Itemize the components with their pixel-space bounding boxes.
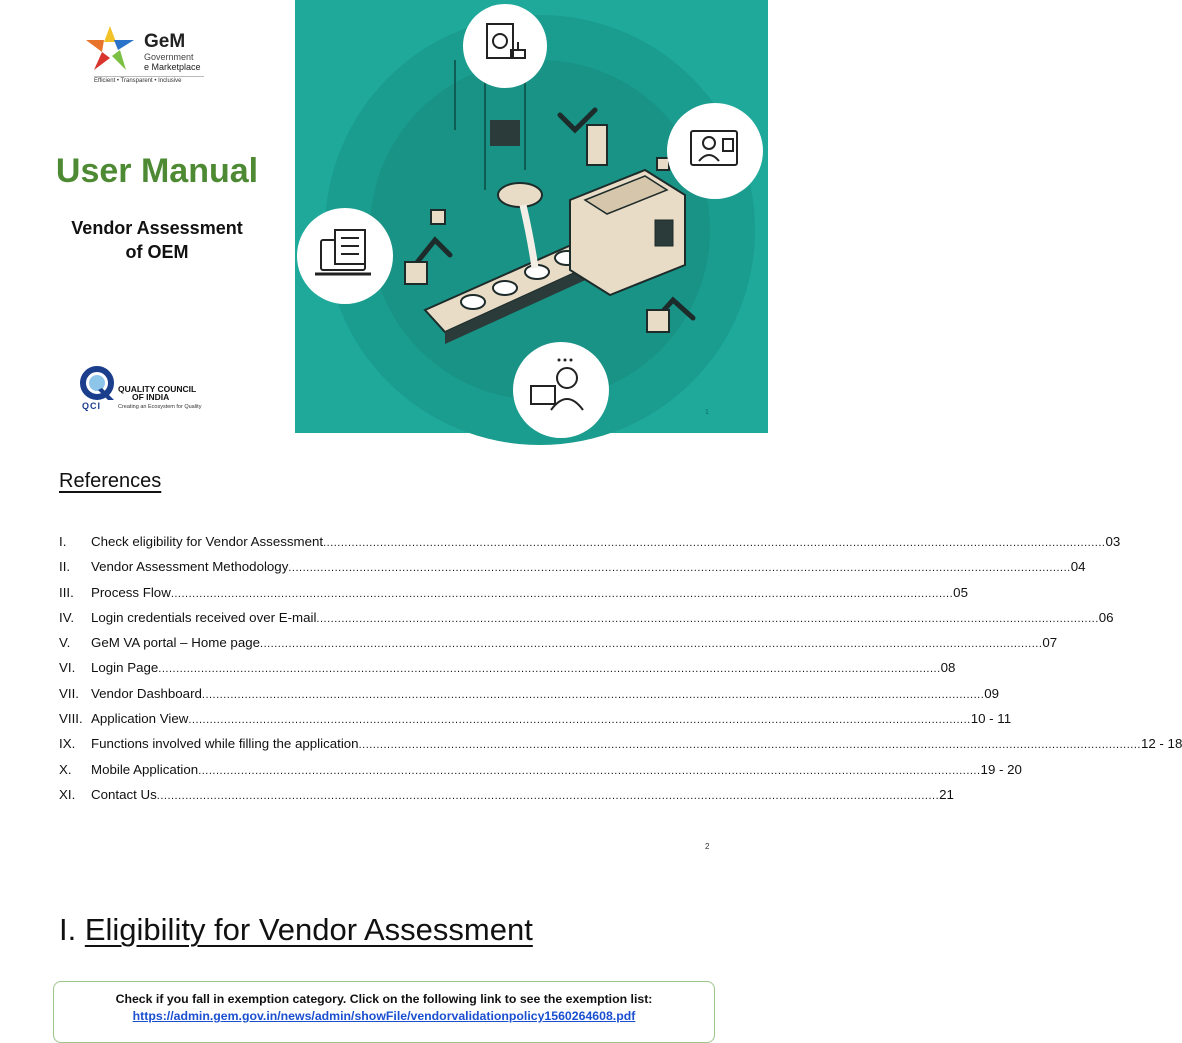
- reference-leader-dots: ............................................................................................................................................................................................................................: [156, 789, 940, 802]
- reference-item[interactable]: [59, 786, 954, 812]
- gem-star-icon: [84, 24, 136, 74]
- reference-number: VII.: [59, 685, 79, 701]
- gem-logo-tagline: Efficient • Transparent • Inclusive: [94, 78, 182, 84]
- qci-logo: [80, 366, 220, 414]
- reference-item[interactable]: [59, 660, 956, 685]
- gem-logo: [84, 24, 214, 88]
- reference-number: I.: [59, 534, 67, 549]
- manual-title: User Manual: [55, 152, 259, 190]
- qci-name-line2: OF INDIA: [132, 392, 170, 402]
- reference-page: 05: [953, 584, 968, 600]
- reference-number: XI.: [59, 786, 76, 802]
- reference-item[interactable]: [59, 761, 1022, 787]
- section-title-prefix: I.: [59, 912, 85, 947]
- reference-leader-dots: ............................................................................................................................................................................................................................: [316, 612, 1099, 625]
- reference-title: Application View: [91, 711, 189, 727]
- reference-leader-dots: ............................................................................................................................................................................................................................: [188, 714, 971, 727]
- reference-item[interactable]: [59, 559, 1086, 584]
- reference-leader-dots: ............................................................................................................................................................................................................................: [198, 764, 981, 777]
- cover-slide-number: 1: [705, 409, 709, 416]
- reference-title: Vendor Dashboard: [91, 685, 202, 701]
- reference-leader-dots: ............................................................................................................................................................................................................................: [170, 587, 954, 600]
- reference-page: 12 - 18: [1140, 736, 1182, 752]
- checklist-laptop-icon: [297, 208, 393, 304]
- manual-subtitle: [0, 216, 314, 264]
- qci-letters: QCI: [82, 401, 102, 411]
- references-list: [59, 534, 1182, 812]
- reference-title: GeM VA portal – Home page: [91, 635, 261, 651]
- gem-logo-line1: Government: [144, 52, 194, 62]
- reference-number: VIII.: [59, 711, 83, 727]
- section-title: [59, 912, 533, 948]
- reference-item[interactable]: [59, 736, 1182, 761]
- reference-number: III.: [59, 584, 74, 600]
- reference-number: IX.: [59, 736, 76, 752]
- cover-left-panel: [0, 0, 295, 433]
- reference-item[interactable]: [59, 584, 968, 610]
- reference-leader-dots: ............................................................................................................................................................................................................................: [358, 739, 1141, 752]
- reference-item[interactable]: [59, 609, 1114, 635]
- reference-leader-dots: ............................................................................................................................................................................................................................: [260, 638, 1043, 651]
- reference-number: II.: [59, 559, 71, 575]
- references-heading: References: [59, 470, 162, 492]
- video-conference-icon: [667, 103, 763, 199]
- manual-subtitle-line1: Vendor Assessment: [71, 218, 243, 238]
- exemption-notice-text: Check if you fall in exemption category. Click on the following link to see the exemption list:: [115, 992, 653, 1006]
- reference-item[interactable]: [59, 635, 1058, 660]
- reference-page: 21: [939, 786, 954, 802]
- section-title-text: Eligibility for Vendor Assessment: [84, 912, 533, 947]
- reference-title: Vendor Assessment Methodology: [91, 559, 289, 575]
- reference-page: 08: [940, 660, 956, 676]
- qci-tagline: Creating an Ecosystem for Quality: [118, 404, 202, 410]
- reference-page: 07: [1042, 635, 1058, 651]
- cover-illustration: [295, 0, 768, 433]
- certificate-stamp-icon: [463, 4, 547, 88]
- reference-page: 04: [1070, 559, 1086, 575]
- reference-page: 09: [984, 685, 1000, 701]
- manual-subtitle-line2: of OEM: [125, 242, 189, 262]
- exemption-notice-box: [53, 981, 715, 1043]
- references-slide-number: 2: [705, 842, 710, 851]
- reference-number: V.: [59, 635, 71, 651]
- gem-logo-divider: [94, 76, 204, 77]
- reference-title: Mobile Application: [91, 761, 199, 777]
- qci-name-line1: QUALITY COUNCIL: [118, 384, 197, 394]
- reference-number: IV.: [59, 609, 75, 625]
- reference-title: Contact Us: [91, 786, 157, 802]
- qci-q-icon: [80, 366, 116, 402]
- reference-leader-dots: ............................................................................................................................................................................................................................: [158, 663, 941, 676]
- reference-title: Process Flow: [91, 584, 171, 600]
- reference-title: Functions involved while filling the application: [91, 736, 359, 752]
- reference-title: Login credentials received over E-mail: [91, 609, 317, 625]
- reference-item[interactable]: [59, 534, 1121, 559]
- reference-page: 06: [1098, 609, 1114, 625]
- cover-slide: [0, 0, 768, 433]
- reference-item[interactable]: [59, 711, 1012, 736]
- support-agent-icon: [513, 342, 609, 430]
- reference-number: VI.: [59, 660, 76, 676]
- reference-page: 19 - 20: [980, 761, 1022, 777]
- reference-leader-dots: ............................................................................................................................................................................................................................: [323, 537, 1106, 549]
- reference-leader-dots: ............................................................................................................................................................................................................................: [288, 562, 1071, 575]
- reference-leader-dots: ............................................................................................................................................................................................................................: [201, 688, 985, 701]
- reference-title: Check eligibility for Vendor Assessment: [91, 534, 324, 549]
- exemption-list-link[interactable]: https://admin.gem.gov.in/news/admin/showFile/vendorvalidationpolicy1560264608.pdf: [132, 1009, 636, 1023]
- reference-page: 03: [1105, 534, 1121, 549]
- gem-logo-name: GeM: [144, 31, 186, 52]
- reference-item[interactable]: [59, 685, 1000, 711]
- reference-page: 10 - 11: [970, 711, 1012, 727]
- gem-logo-line2: e Marketplace: [144, 62, 201, 72]
- reference-title: Login Page: [91, 660, 159, 676]
- reference-number: X.: [59, 761, 72, 777]
